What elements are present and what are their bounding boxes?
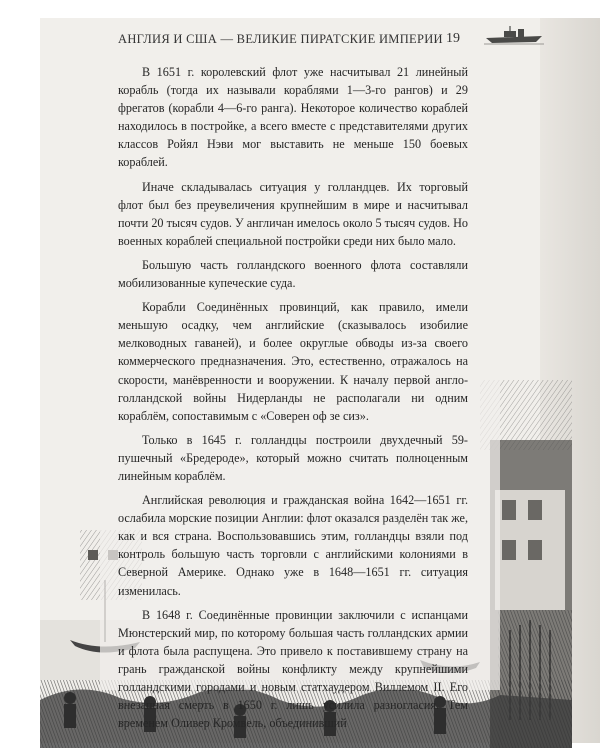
page-number: 19: [446, 31, 460, 46]
paragraph: Большую часть голландского военного флота составляли мобилизованные купеческие суда.: [118, 257, 468, 291]
body-text: [118, 63, 468, 732]
paragraph: Иначе складывалась ситуация у голландцев. Их торговый флот был без преувеличения крупнейшим в мире и насчитывал почти 20 тысяч судов. У англичан имелось около 5 тысяч судов. Но военных кораблей специальной постройки среди них было мало.: [118, 179, 468, 248]
running-header: АНГЛИЯ И США — ВЕЛИКИЕ ПИРАТСКИЕ ИМПЕРИИ: [118, 32, 443, 46]
paragraph: В 1648 г. Соединённые провинции заключили с испанцами Мюнстерский мир, по которому большая часть голландских армии и флота была распущена. Это привело к поставившему страну на грань гражданской войны конфликту между крупнейшими голландскими городами и новым статхаудером Виллемом II. Его внезапная смерть в 1650 г. лишь усилила разногласия. Тем временем Оливер Кромвель, объединивший: [118, 607, 469, 731]
paragraph: В 1651 г. королевский флот уже насчитывал 21 линейный корабль (тогда их называли кораблями 1—3-го рангов) и 29 фрегатов (корабли 4—6-го ранга). Некоторое количество кораблей находилось в постройке, а всего вместе с представителями других классов Ройял Нэви мог выставить не меньше 150 боевых кораблей.: [118, 65, 468, 170]
paragraph: Английская революция и гражданская война 1642—1651 гг. ослабила морские позиции Англии: флот оказался разделён так же, как и вся страна. Воспользовавшись этим, голландцы взяли под контроль большую часть торговли с английскими колониями в Северной Америке. Однако уже в 1648—1651 гг. ситуация изменилась.: [118, 493, 468, 598]
paragraph: Только в 1645 г. голландцы построили двухдечный 59-пушечный «Бредероде», который можно считать полноценным линейным кораблём.: [118, 432, 468, 483]
paragraph: Корабли Соединённых провинций, как правило, имели меньшую осадку, чем английские (сказывалось изобилие мелководных гаваней), и более округлые обводы из-за своего коммерческого предназначения. Это, естественно, отражалось на скорости, манёвренности и вооружении. К началу первой англо-голландской войны Нидерланды не располагали ни одним кораблём, сопоставимым с «Соверен оф зе сиз».: [118, 300, 468, 423]
ship-icon: [484, 24, 544, 46]
